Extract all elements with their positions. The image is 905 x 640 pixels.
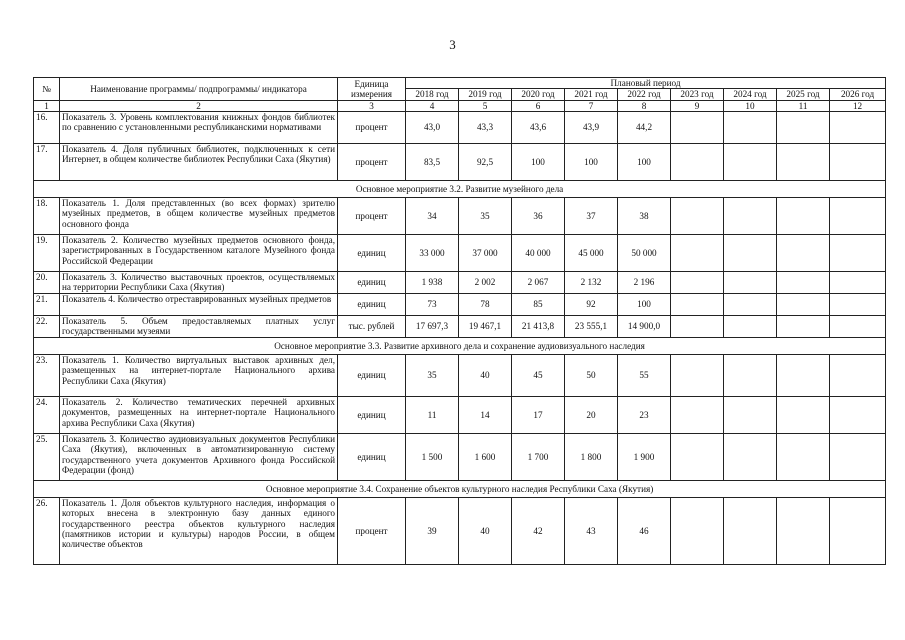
value-cell: 43,3	[459, 111, 512, 143]
value-cell	[724, 433, 777, 480]
indicator-name: Показатель 4. Количество отреставрированных музейных предметов	[60, 293, 338, 315]
row-number: 25.	[34, 433, 60, 480]
value-cell: 1 900	[618, 433, 671, 480]
value-cell: 100	[512, 143, 565, 180]
column-index-cell: 2	[60, 100, 338, 111]
value-cell	[671, 111, 724, 143]
unit-cell: процент	[338, 497, 406, 564]
column-index-cell: 6	[512, 100, 565, 111]
value-cell: 73	[406, 293, 459, 315]
value-cell: 92,5	[459, 143, 512, 180]
unit-cell: процент	[338, 111, 406, 143]
indicator-row	[34, 497, 886, 564]
header-year: 2018 год	[406, 89, 459, 100]
indicator-name: Показатель 3. Уровень комплектования книжных фондов библиотек по сравнению с установленными республиканскими нормативами	[60, 111, 338, 143]
indicator-row	[34, 143, 886, 180]
value-cell: 42	[512, 497, 565, 564]
value-cell: 85	[512, 293, 565, 315]
header-year: 2025 год	[777, 89, 830, 100]
indicator-name: Показатель 3. Количество аудиовизуальных документов Республики Саха (Якутия), включенных в автоматизированную систему государственного учета документов Архивного фонда Российской Федерации (фонд)	[60, 433, 338, 480]
value-cell: 35	[406, 354, 459, 396]
value-cell	[777, 354, 830, 396]
indicators-table	[33, 77, 886, 565]
indicator-row	[34, 396, 886, 433]
section-title: Основное мероприятие 3.3. Развитие архивного дела и сохранение аудиовизуального наследия	[34, 337, 886, 354]
column-index-cell: 3	[338, 100, 406, 111]
row-number: 21.	[34, 293, 60, 315]
header-year: 2021 год	[565, 89, 618, 100]
value-cell: 1 700	[512, 433, 565, 480]
value-cell: 14	[459, 396, 512, 433]
indicator-name: Показатель 1. Доля представленных (во всех формах) зрителю музейных предметов, в общем количестве музейных предметов основного фонда	[60, 197, 338, 234]
value-cell: 33 000	[406, 234, 459, 271]
value-cell: 35	[459, 197, 512, 234]
row-number: 19.	[34, 234, 60, 271]
indicator-name: Показатель 2. Количество тематических перечней архивных документов, размещенных на интернет-портале Национального архива Республики Саха (Якутия)	[60, 396, 338, 433]
value-cell	[671, 197, 724, 234]
value-cell	[671, 396, 724, 433]
value-cell	[671, 293, 724, 315]
section-row	[34, 337, 886, 354]
value-cell: 17 697,3	[406, 315, 459, 337]
row-number: 26.	[34, 497, 60, 564]
indicator-name: Показатель 1. Количество виртуальных выставок архивных дел, размещенных на интернет-портале Национального архива Республики Саха (Якутия)	[60, 354, 338, 396]
indicator-row	[34, 315, 886, 337]
value-cell	[830, 197, 886, 234]
indicator-row	[34, 234, 886, 271]
value-cell: 43,6	[512, 111, 565, 143]
value-cell: 39	[406, 497, 459, 564]
header-year: 2026 год	[830, 89, 886, 100]
section-row	[34, 180, 886, 197]
column-index-cell: 4	[406, 100, 459, 111]
value-cell	[830, 354, 886, 396]
column-index-cell: 10	[724, 100, 777, 111]
value-cell	[777, 497, 830, 564]
value-cell: 40 000	[512, 234, 565, 271]
value-cell	[777, 315, 830, 337]
indicator-name: Показатель 3. Количество выставочных проектов, осуществляемых на территории Республики Саха (Якутия)	[60, 271, 338, 293]
value-cell: 20	[565, 396, 618, 433]
value-cell	[830, 433, 886, 480]
value-cell: 11	[406, 396, 459, 433]
header-year: 2023 год	[671, 89, 724, 100]
value-cell: 2 067	[512, 271, 565, 293]
value-cell	[724, 293, 777, 315]
indicator-name: Показатель 5. Объем предоставляемых платных услуг государственными музеями	[60, 315, 338, 337]
value-cell	[777, 396, 830, 433]
value-cell	[777, 271, 830, 293]
header-year: 2024 год	[724, 89, 777, 100]
indicator-row	[34, 293, 886, 315]
value-cell: 36	[512, 197, 565, 234]
value-cell	[724, 396, 777, 433]
value-cell	[724, 234, 777, 271]
unit-cell: процент	[338, 143, 406, 180]
indicator-row	[34, 271, 886, 293]
value-cell: 43,9	[565, 111, 618, 143]
value-cell: 100	[618, 143, 671, 180]
row-number: 24.	[34, 396, 60, 433]
header-row	[34, 78, 886, 89]
value-cell: 44,2	[618, 111, 671, 143]
value-cell: 55	[618, 354, 671, 396]
value-cell: 1 600	[459, 433, 512, 480]
indicator-row	[34, 433, 886, 480]
value-cell: 46	[618, 497, 671, 564]
value-cell	[671, 271, 724, 293]
header-year: 2022 год	[618, 89, 671, 100]
value-cell: 92	[565, 293, 618, 315]
value-cell: 100	[565, 143, 618, 180]
page-number: 3	[449, 37, 456, 52]
indicator-row	[34, 197, 886, 234]
value-cell	[830, 315, 886, 337]
value-cell: 2 132	[565, 271, 618, 293]
value-cell	[777, 293, 830, 315]
unit-cell: единиц	[338, 433, 406, 480]
value-cell	[724, 143, 777, 180]
unit-cell: единиц	[338, 234, 406, 271]
indicator-name: Показатель 2. Количество музейных предметов основного фонда, зарегистрированных в Государственном каталоге Музейного фонда Российской Федерации	[60, 234, 338, 271]
indicator-name: Показатель 1. Доля объектов культурного наследия, информация о которых внесена в электронную базу данных единого государственного реестра объектов культурного наследия (памятников истории и культуры) народов России, в общем количестве объектов	[60, 497, 338, 564]
value-cell	[724, 197, 777, 234]
value-cell	[777, 197, 830, 234]
value-cell: 83,5	[406, 143, 459, 180]
header-name: Наименование программы/ подпрограммы/ индикатора	[60, 78, 338, 101]
value-cell: 17	[512, 396, 565, 433]
value-cell: 2 002	[459, 271, 512, 293]
column-index-cell: 11	[777, 100, 830, 111]
unit-cell: тыс. рублей	[338, 315, 406, 337]
header-period: Плановый период	[406, 78, 886, 89]
value-cell	[777, 234, 830, 271]
value-cell: 40	[459, 497, 512, 564]
value-cell: 50 000	[618, 234, 671, 271]
value-cell: 23	[618, 396, 671, 433]
column-index-cell: 12	[830, 100, 886, 111]
value-cell	[671, 497, 724, 564]
value-cell: 21 413,8	[512, 315, 565, 337]
value-cell: 19 467,1	[459, 315, 512, 337]
unit-cell: единиц	[338, 271, 406, 293]
value-cell: 100	[618, 293, 671, 315]
unit-cell: процент	[338, 197, 406, 234]
value-cell: 1 938	[406, 271, 459, 293]
value-cell: 45	[512, 354, 565, 396]
row-number: 16.	[34, 111, 60, 143]
section-title: Основное мероприятие 3.4. Сохранение объектов культурного наследия Республики Саха (Якутия)	[34, 480, 886, 497]
value-cell: 2 196	[618, 271, 671, 293]
row-number: 20.	[34, 271, 60, 293]
value-cell: 78	[459, 293, 512, 315]
column-index-cell: 8	[618, 100, 671, 111]
value-cell	[777, 111, 830, 143]
value-cell: 37	[565, 197, 618, 234]
value-cell	[830, 271, 886, 293]
indicator-row	[34, 111, 886, 143]
value-cell	[830, 143, 886, 180]
value-cell	[724, 315, 777, 337]
value-cell: 14 900,0	[618, 315, 671, 337]
unit-cell: единиц	[338, 354, 406, 396]
value-cell: 43,0	[406, 111, 459, 143]
header-year: 2019 год	[459, 89, 512, 100]
value-cell	[724, 497, 777, 564]
column-index-cell: 1	[34, 100, 60, 111]
indicator-row	[34, 354, 886, 396]
value-cell	[777, 143, 830, 180]
value-cell: 40	[459, 354, 512, 396]
column-index-cell: 9	[671, 100, 724, 111]
section-row	[34, 480, 886, 497]
row-number: 18.	[34, 197, 60, 234]
value-cell: 37 000	[459, 234, 512, 271]
value-cell	[830, 497, 886, 564]
row-number: 17.	[34, 143, 60, 180]
value-cell: 45 000	[565, 234, 618, 271]
indicator-name: Показатель 4. Доля публичных библиотек, подключенных к сети Интернет, в общем количестве библиотек Республики Саха (Якутия)	[60, 143, 338, 180]
value-cell	[830, 234, 886, 271]
value-cell: 34	[406, 197, 459, 234]
value-cell	[671, 433, 724, 480]
header-unit: Единица измерения	[338, 78, 406, 101]
value-cell: 38	[618, 197, 671, 234]
header-year: 2020 год	[512, 89, 565, 100]
value-cell	[724, 354, 777, 396]
value-cell	[671, 354, 724, 396]
section-title: Основное мероприятие 3.2. Развитие музейного дела	[34, 180, 886, 197]
value-cell: 1 800	[565, 433, 618, 480]
value-cell: 1 500	[406, 433, 459, 480]
value-cell: 43	[565, 497, 618, 564]
value-cell	[724, 271, 777, 293]
unit-cell: единиц	[338, 396, 406, 433]
value-cell	[830, 293, 886, 315]
value-cell	[830, 111, 886, 143]
value-cell	[724, 111, 777, 143]
value-cell	[671, 234, 724, 271]
unit-cell: единиц	[338, 293, 406, 315]
value-cell	[830, 396, 886, 433]
row-number: 22.	[34, 315, 60, 337]
value-cell: 23 555,1	[565, 315, 618, 337]
value-cell	[671, 143, 724, 180]
value-cell	[777, 433, 830, 480]
value-cell	[671, 315, 724, 337]
value-cell: 50	[565, 354, 618, 396]
column-index-cell: 5	[459, 100, 512, 111]
header-num: №	[34, 78, 60, 101]
column-index-row	[34, 100, 886, 111]
column-index-cell: 7	[565, 100, 618, 111]
row-number: 23.	[34, 354, 60, 396]
